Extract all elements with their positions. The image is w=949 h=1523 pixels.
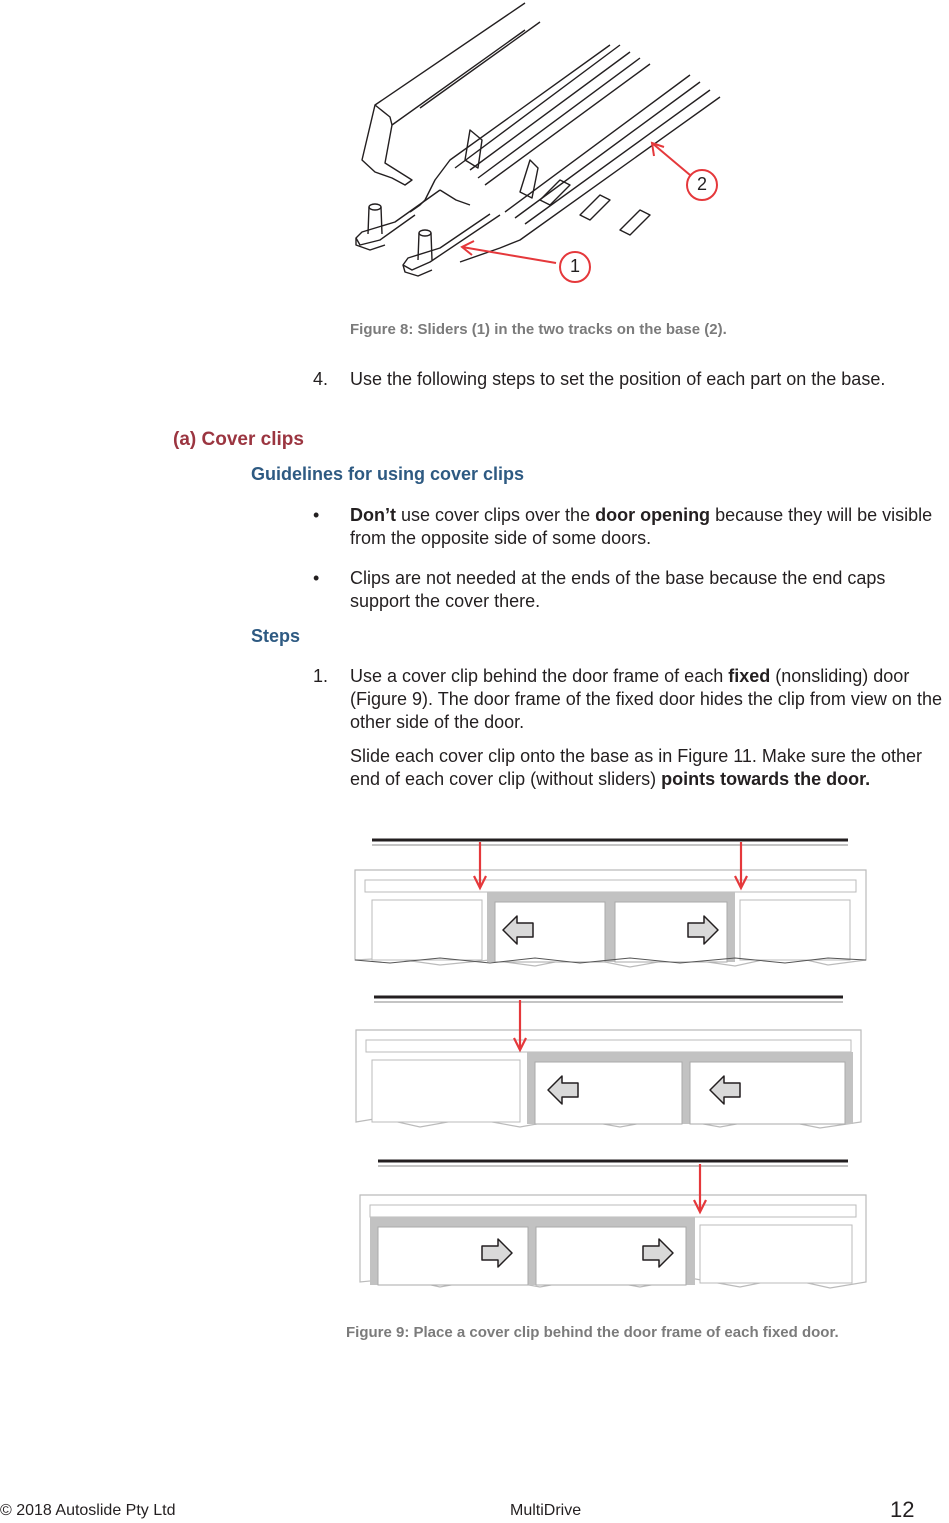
- bullet-1-text-a: use cover clips over the: [395, 505, 596, 525]
- step1-text: [350, 665, 948, 734]
- footer-page-number: 12: [890, 1497, 915, 1522]
- bullet-1-bold-mid: door opening: [595, 505, 711, 525]
- door-diagram-b: [356, 997, 861, 1128]
- door-diagram-a: [355, 840, 866, 967]
- step1-text-a: Use a cover clip behind the door frame of each: [350, 666, 729, 686]
- callout-2-label: 2: [696, 174, 707, 194]
- footer-copyright: © 2018 Autoslide Pty Ltd: [0, 1502, 176, 1519]
- figure8-sliders-illustration: [0, 0, 949, 310]
- section-heading: (a) Cover clips: [173, 429, 304, 450]
- guidelines-heading: Guidelines for using cover clips: [251, 464, 525, 484]
- footer-product: MultiDrive: [510, 1502, 582, 1519]
- steps-heading: Steps: [251, 626, 301, 646]
- step4-text: Use the following steps to set the position of each part on the base.: [350, 369, 886, 389]
- bullet-2-marker: •: [313, 568, 320, 588]
- figure9-door-diagram: [0, 820, 949, 1300]
- step1-para2: [350, 745, 940, 791]
- step1-para2-bold: points towards the door.: [661, 769, 871, 789]
- bullet-2-text: Clips are not needed at the ends of the base because the end caps support the cover there.: [350, 568, 886, 611]
- step1-bold: fixed: [728, 666, 771, 686]
- bullet-1-bold-start: Don’t: [350, 505, 396, 525]
- bullet-1-text: [350, 504, 940, 550]
- bullet-1-marker: •: [313, 505, 320, 525]
- bullet-1-text-b: because they will be visible from the opposite side of some doors.: [350, 505, 933, 548]
- figure8-caption: Figure 8: Sliders (1) in the two tracks on the base (2).: [350, 321, 727, 338]
- step1-number: 1.: [313, 666, 329, 686]
- step1-text-b: (nonsliding) door (Figure 9). The door frame of the fixed door hides the clip from view on the other side of the door.: [350, 666, 942, 732]
- door-diagram-c: [360, 1161, 866, 1288]
- step4-number: 4.: [313, 369, 329, 389]
- figure9-caption: Figure 9: Place a cover clip behind the door frame of each fixed door.: [346, 1324, 839, 1341]
- callout-1-label: 1: [569, 256, 580, 276]
- step1-para2-text: Slide each cover clip onto the base as in Figure 11. Make sure the other end of each cover clip (without sliders): [350, 746, 922, 789]
